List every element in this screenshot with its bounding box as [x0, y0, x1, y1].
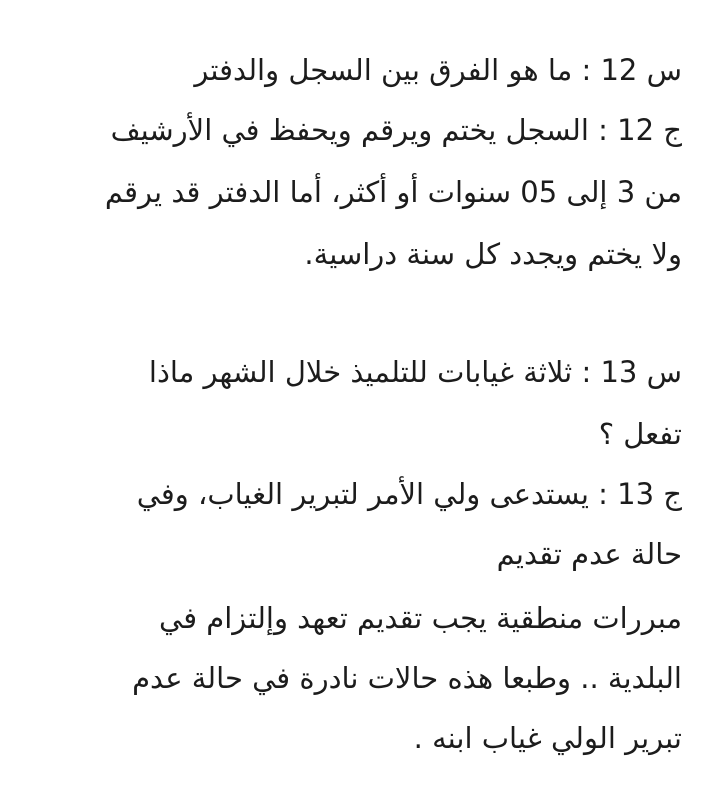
answer-13-line-4: البلدية .. وطبعا هذه حالات نادرة في حالة عدم — [132, 661, 682, 695]
question-12-line: س 12 : ما هو الفرق بين السجل والدفتر — [194, 53, 682, 87]
answer-12-line-2: من 3 إلى 05 سنوات أو أكثر، أما الدفتر قد يرقم — [104, 175, 682, 209]
answer-13-line-5: تبرير الولي غياب ابنه . — [413, 721, 682, 755]
answer-13-line-2: حالة عدم تقديم — [496, 537, 682, 571]
question-13-line-1: س 13 : ثلاثة غيابات للتلميذ خلال الشهر ماذا — [148, 355, 682, 389]
answer-12-line-1: ج 12 : السجل يختم ويرقم ويحفظ في الأرشيف — [110, 113, 682, 147]
answer-13-line-3: مبررات منطقية يجب تقديم تعهد وإلتزام في — [159, 601, 682, 635]
answer-12-line-3: ولا يختم ويجدد كل سنة دراسية. — [304, 237, 682, 271]
answer-13-line-1: ج 13 : يستدعى ولي الأمر لتبرير الغياب، وفي — [136, 477, 682, 511]
question-13-line-2: تفعل ؟ — [598, 417, 682, 451]
